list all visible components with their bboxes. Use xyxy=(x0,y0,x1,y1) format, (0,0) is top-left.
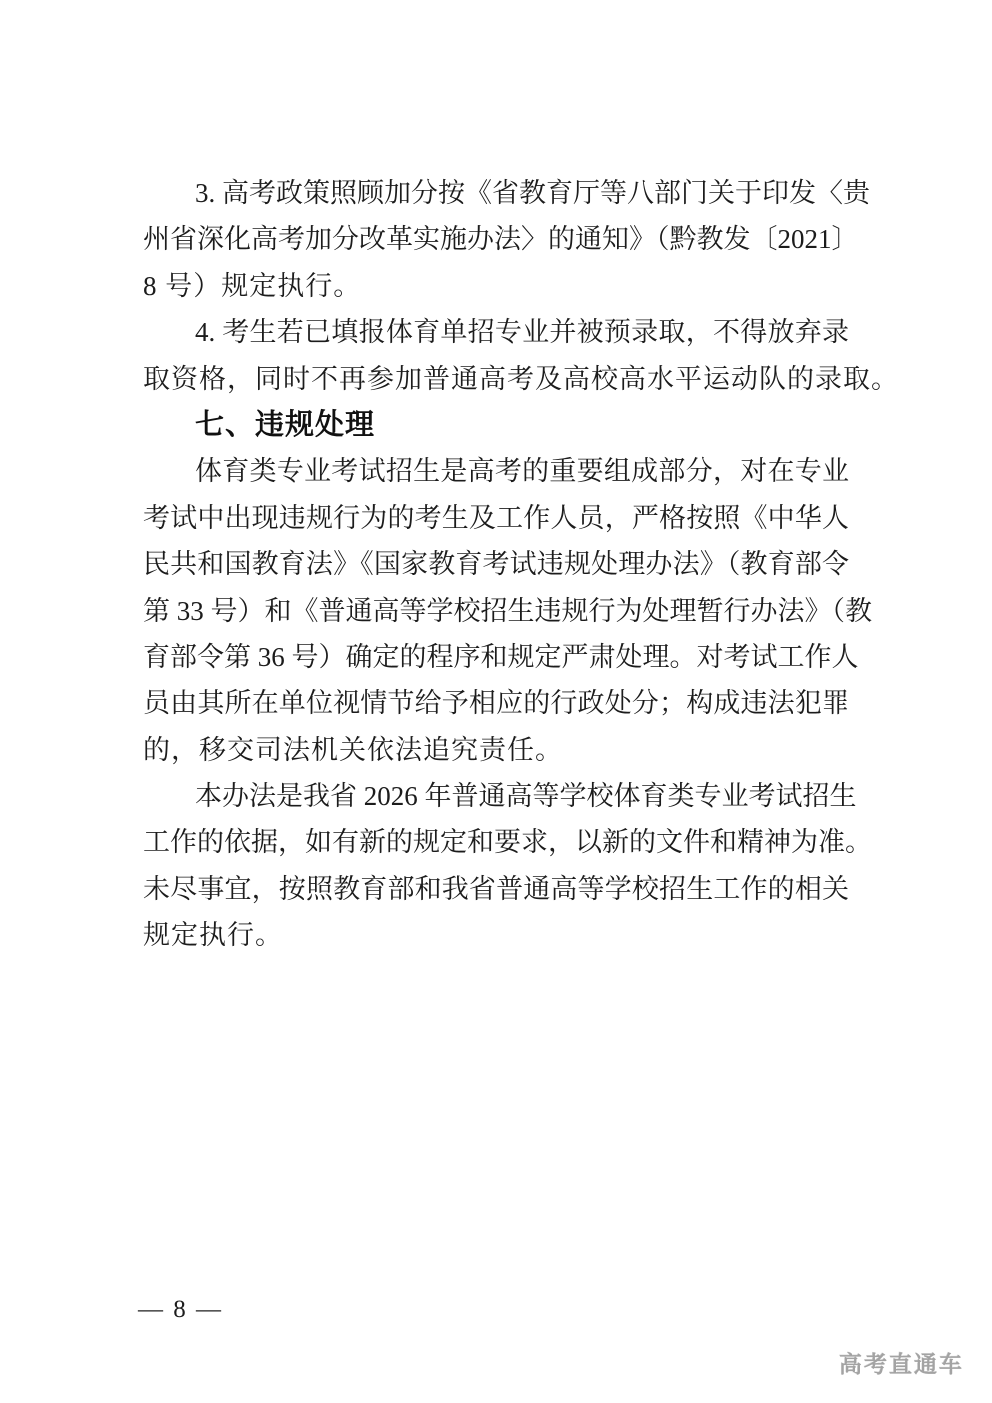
paragraph-line: 本办法是我省 2026 年普通高等学校体育类专业考试招生 xyxy=(195,781,857,812)
paragraph-line: 育部令第 36 号）确定的程序和规定严肃处理。对考试工作人 xyxy=(143,641,859,672)
document-body xyxy=(143,170,899,959)
paragraph-line: 员由其所在单位视情节给予相应的行政处分；构成违法犯罪 xyxy=(143,688,849,719)
paragraph-line: 工作的依据，如有新的规定和要求，以新的文件和精神为准。 xyxy=(143,827,872,858)
paragraph-line: 考试中出现违规行为的考生及工作人员，严格按照《中华人 xyxy=(143,502,849,533)
watermark: 高考直通车 xyxy=(839,1351,964,1377)
section-heading: 七、违规处理 xyxy=(195,408,376,441)
paragraph-line: 民共和国教育法》《国家教育考试违规处理办法》（教育部令 xyxy=(143,549,849,580)
paragraph-line: 4. 考生若已填报体育单招专业并被预录取，不得放弃录 xyxy=(195,317,849,348)
paragraph-line: 规定执行。 xyxy=(143,920,283,951)
paragraph-line: 8 号）规定执行。 xyxy=(143,270,362,301)
page-number: — 8 — xyxy=(138,1296,223,1323)
paragraph-line: 3. 高考政策照顾加分按《省教育厅等八部门关于印发〈贵 xyxy=(195,178,870,208)
paragraph-line: 未尽事宜，按照教育部和我省普通高等学校招生工作的相关 xyxy=(143,873,849,904)
paragraph-line: 取资格，同时不再参加普通高考及高校高水平运动队的录取。 xyxy=(143,363,899,394)
paragraph-line: 第 33 号）和《普通高等学校招生违规行为处理暂行办法》（教 xyxy=(143,595,872,626)
paragraph-line: 州省深化高考加分改革实施办法〉的通知》（黔教发〔2021〕 xyxy=(143,224,859,255)
paragraph-line: 的，移交司法机关依法追究责任。 xyxy=(143,734,563,765)
paragraph-line: 体育类专业考试招生是高考的重要组成部分，对在专业 xyxy=(195,456,849,487)
